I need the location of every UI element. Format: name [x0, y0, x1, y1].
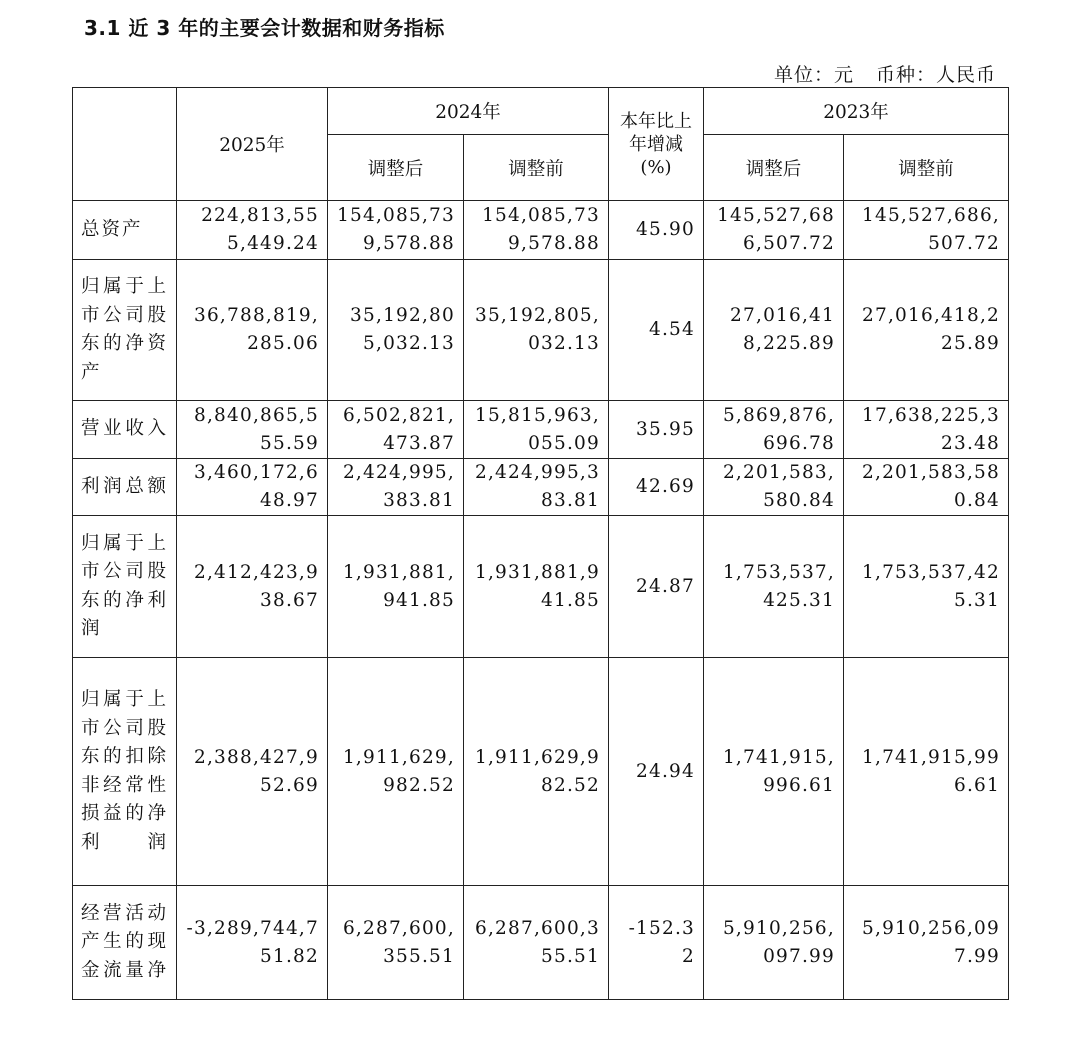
cell-2023-after: 2,201,583,580.84 — [704, 459, 844, 516]
cell-2024-after: 1,931,881,941.85 — [328, 516, 464, 658]
cell-2023-before: 17,638,225,323.48 — [844, 401, 1009, 459]
cell-change: 42.69 — [609, 459, 704, 516]
cell-2023-after: 5,910,256,097.99 — [704, 886, 844, 1000]
cell-2023-after: 1,753,537,425.31 — [704, 516, 844, 658]
cell-2024-before: 154,085,739,578.88 — [464, 201, 609, 260]
header-2024-adjusted-before: 调整前 — [464, 135, 609, 201]
table-row — [73, 260, 1009, 401]
header-2025: 2025年 — [177, 88, 328, 201]
cell-2025: 8,840,865,555.59 — [177, 401, 328, 459]
cell-2023-before: 145,527,686,507.72 — [844, 201, 1009, 260]
header-2023-adjusted-after: 调整后 — [704, 135, 844, 201]
row-label: 经营活动产生的现金流量净 — [73, 886, 177, 1000]
cell-2025: 2,412,423,938.67 — [177, 516, 328, 658]
header-blank — [73, 88, 177, 201]
header-change: 本年比上年增减(%) — [609, 88, 704, 201]
row-label: 归属于上市公司股东的净资产 — [73, 260, 177, 401]
header-2024: 2024年 — [328, 88, 609, 135]
table-row — [73, 201, 1009, 260]
unit-line — [752, 60, 996, 87]
cell-change: -152.32 — [609, 886, 704, 1000]
cell-change: 24.94 — [609, 658, 704, 886]
cell-2025: 36,788,819,285.06 — [177, 260, 328, 401]
cell-2024-after: 2,424,995,383.81 — [328, 459, 464, 516]
cell-2024-before: 2,424,995,383.81 — [464, 459, 609, 516]
cell-2023-before: 1,741,915,996.61 — [844, 658, 1009, 886]
cell-2023-before: 2,201,583,580.84 — [844, 459, 1009, 516]
unit-label: 单位：元 — [773, 64, 854, 86]
cell-2025: 2,388,427,952.69 — [177, 658, 328, 886]
cell-2025: -3,289,744,751.82 — [177, 886, 328, 1000]
financial-data-table — [72, 87, 1009, 1000]
cell-2023-before: 1,753,537,425.31 — [844, 516, 1009, 658]
header-2023: 2023年 — [704, 88, 1009, 135]
row-label: 利润总额 — [73, 459, 177, 516]
cell-2025: 224,813,555,449.24 — [177, 201, 328, 260]
cell-change: 24.87 — [609, 516, 704, 658]
cell-2024-after: 6,287,600,355.51 — [328, 886, 464, 1000]
row-label: 总资产 — [73, 201, 177, 260]
table-row — [73, 658, 1009, 886]
cell-2024-after: 1,911,629,982.52 — [328, 658, 464, 886]
cell-change: 45.90 — [609, 201, 704, 260]
header-2023-adjusted-before: 调整前 — [844, 135, 1009, 201]
cell-2023-before: 5,910,256,097.99 — [844, 886, 1009, 1000]
table-row — [73, 886, 1009, 1000]
cell-change: 35.95 — [609, 401, 704, 459]
cell-2024-before: 1,911,629,982.52 — [464, 658, 609, 886]
cell-2024-before: 6,287,600,355.51 — [464, 886, 609, 1000]
table-row — [73, 516, 1009, 658]
cell-2024-after: 6,502,821,473.87 — [328, 401, 464, 459]
cell-change: 4.54 — [609, 260, 704, 401]
row-label: 营业收入 — [73, 401, 177, 459]
cell-2024-before: 15,815,963,055.09 — [464, 401, 609, 459]
section-heading: 3.1 近 3 年的主要会计数据和财务指标 — [84, 16, 445, 40]
currency-label: 币种：人民币 — [875, 64, 996, 86]
table-row — [73, 459, 1009, 516]
cell-2023-after: 145,527,686,507.72 — [704, 201, 844, 260]
row-label: 归属于上市公司股东的扣除非经常性损益的净利润 — [73, 658, 177, 886]
cell-2023-after: 1,741,915,996.61 — [704, 658, 844, 886]
table-row — [73, 401, 1009, 459]
cell-2024-after: 154,085,739,578.88 — [328, 201, 464, 260]
header-2024-adjusted-after: 调整后 — [328, 135, 464, 201]
cell-2023-before: 27,016,418,225.89 — [844, 260, 1009, 401]
row-label: 归属于上市公司股东的净利润 — [73, 516, 177, 658]
cell-2024-before: 1,931,881,941.85 — [464, 516, 609, 658]
cell-2025: 3,460,172,648.97 — [177, 459, 328, 516]
cell-2023-after: 5,869,876,696.78 — [704, 401, 844, 459]
cell-2023-after: 27,016,418,225.89 — [704, 260, 844, 401]
cell-2024-after: 35,192,805,032.13 — [328, 260, 464, 401]
cell-2024-before: 35,192,805,032.13 — [464, 260, 609, 401]
